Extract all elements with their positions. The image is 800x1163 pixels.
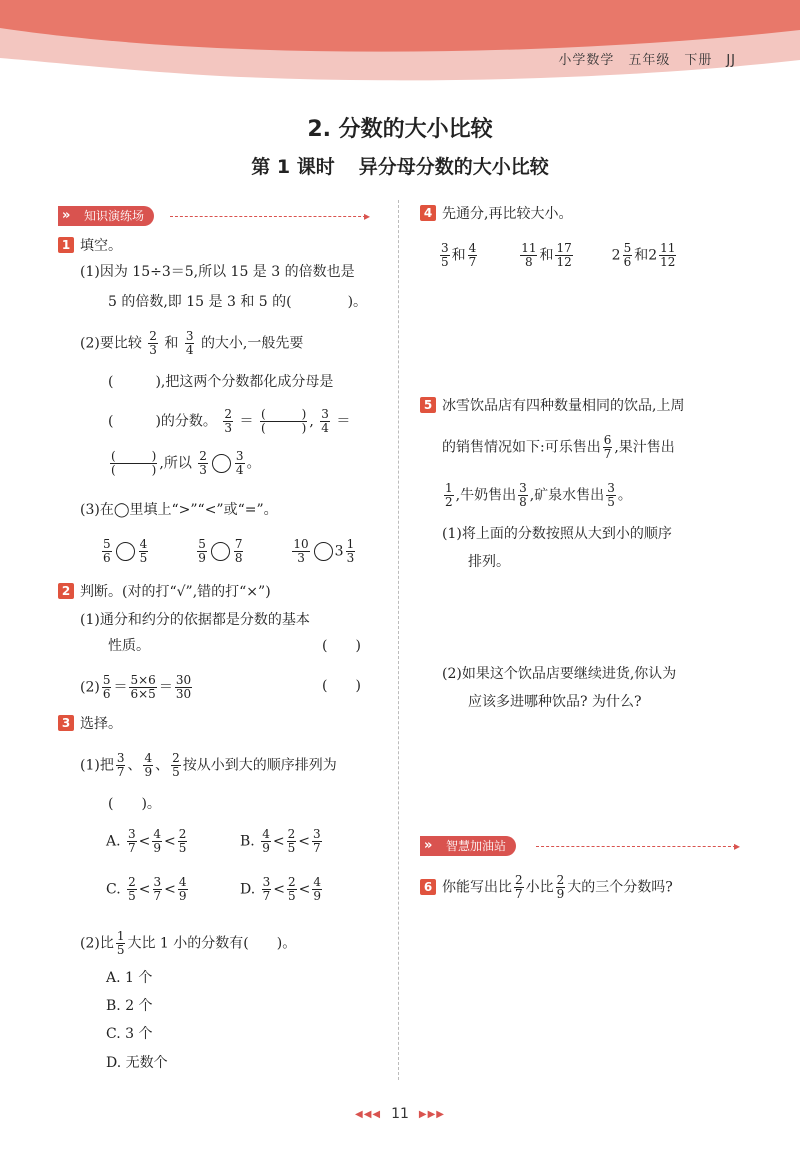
fraction: $\frac{3}{4}$ xyxy=(185,329,194,357)
q5-p1-line1: (1)将上面的分数按照从大到小的顺序 xyxy=(442,526,672,542)
q1-p1-line1: (1)因为 15÷3＝5,所以 15 是 3 的倍数也是 xyxy=(80,264,355,280)
equals-sign: ＝ xyxy=(336,413,351,430)
q5-p1-line2: 排列。 xyxy=(468,554,510,570)
fraction: $\frac{3}{7}$ xyxy=(153,875,162,903)
q2-title: 判断。(对的打“√”,错的打“×”) xyxy=(80,584,271,600)
so-text: ,所以 xyxy=(159,455,192,472)
q3-header xyxy=(58,714,122,734)
lesson-period: 第 1 课时 xyxy=(251,156,335,178)
q3-p1-text-b: 按从小到大的顺序排列为 xyxy=(182,757,337,774)
fraction: $\frac{2}{3}$ xyxy=(199,449,207,477)
and-text: 和 xyxy=(634,247,649,264)
q6-number: 6 xyxy=(420,879,436,895)
double-arrow-icon: » xyxy=(424,838,433,853)
less-than: < xyxy=(164,881,176,898)
fraction: $\frac{6}{7}$ xyxy=(603,433,612,461)
fraction: $\frac{3}{7}$ xyxy=(312,827,321,855)
q1-p2-line3-text: ( )的分数。 xyxy=(108,413,217,430)
q2-header xyxy=(58,582,271,602)
q2-p2-answer[interactable]: ( ) xyxy=(322,678,361,694)
fraction: $\frac{3}{7}$ xyxy=(262,875,271,903)
q3-number: 3 xyxy=(58,715,74,731)
q5-line3-text-a: ,牛奶售出 xyxy=(455,487,517,504)
mixed-whole: 2 xyxy=(611,247,621,264)
and-text: 和 xyxy=(539,247,554,264)
q4-header xyxy=(420,204,572,224)
q1-p3-comparisons xyxy=(100,538,357,565)
fraction: $\frac{5}{6}$ xyxy=(103,537,111,565)
fraction: $\frac{5\times 6}{6\times 5}$ xyxy=(130,673,156,701)
equals-sign: ＝ xyxy=(158,679,173,696)
q2-p1-line1: (1)通分和约分的依据都是分数的基本 xyxy=(80,612,310,628)
compare-circle[interactable] xyxy=(211,542,230,561)
less-than: < xyxy=(164,833,176,850)
option-letter: B. xyxy=(240,833,255,850)
compare-circle[interactable] xyxy=(212,454,231,473)
banner-dash-line xyxy=(536,846,736,847)
q1-p2-line2: ( ),把这两个分数都化成分母是 xyxy=(108,374,334,390)
banner-dash-line xyxy=(170,216,366,217)
q1-header xyxy=(58,236,122,256)
less-than: < xyxy=(298,833,310,850)
q2-p1-answer[interactable]: ( ) xyxy=(322,638,361,654)
wisdom-tag xyxy=(420,836,516,856)
lesson-subtitle xyxy=(0,152,800,179)
fraction: $\frac{2}{5}$ xyxy=(172,751,180,779)
less-than: < xyxy=(273,881,286,898)
period: 。 xyxy=(246,455,261,472)
double-arrow-icon: » xyxy=(62,208,71,223)
q2-number: 2 xyxy=(58,583,74,599)
q5-line2-text-a: 的销售情况如下:可乐售出 xyxy=(442,439,601,456)
q5-p2-line1: (2)如果这个饮品店要继续进货,你认为 xyxy=(442,666,677,682)
arrow-right-icon: ▸ xyxy=(734,839,741,853)
compare-circle[interactable] xyxy=(314,542,333,561)
fraction: $\frac{2}{3}$ xyxy=(224,407,233,435)
q3-p2-text-a: (2)比 xyxy=(80,935,114,952)
q6-line xyxy=(420,874,673,901)
option-letter: C. xyxy=(106,881,121,898)
fraction: $\frac{3}{8}$ xyxy=(519,481,527,509)
fraction: $\frac{11}{12}$ xyxy=(660,241,676,269)
q4-items xyxy=(438,242,678,269)
fraction: $\frac{4}{7}$ xyxy=(468,241,477,269)
q3-option-b[interactable] xyxy=(240,828,324,855)
fraction: $\frac{1}{2}$ xyxy=(445,481,453,509)
q1-p2-and: 和 xyxy=(164,335,179,352)
header-wave xyxy=(0,0,800,88)
fraction: $\frac{3}{4}$ xyxy=(321,407,329,435)
q6-text-a: 你能写出比 xyxy=(442,879,512,896)
header-band xyxy=(0,0,800,88)
q1-p2-text-b: 的大小,一般先要 xyxy=(200,335,304,352)
fraction: $\frac{1}{3}$ xyxy=(346,537,355,565)
fraction: $\frac{2}{7}$ xyxy=(515,873,523,901)
q1-p2-text-a: (2)要比较 xyxy=(80,335,142,352)
q5-line3 xyxy=(442,482,632,509)
less-than: < xyxy=(138,881,151,898)
q2-p2-label: (2) xyxy=(80,679,100,696)
q3-option-a[interactable] xyxy=(106,828,189,855)
q5-line3-text-b: ,矿泉水售出 xyxy=(529,487,605,504)
q3-choice-b[interactable]: B. 2 个 xyxy=(106,998,153,1014)
q3-p2-line xyxy=(80,930,296,957)
fraction: $\frac{3}{7}$ xyxy=(128,827,136,855)
less-than: < xyxy=(298,881,311,898)
fraction: $\frac{5}{6}$ xyxy=(623,241,632,269)
option-letter: A. xyxy=(106,833,121,850)
comma: , xyxy=(309,413,314,430)
fraction: $\frac{3}{5}$ xyxy=(441,241,449,269)
q1-title: 填空。 xyxy=(80,238,122,254)
and-text: 和 xyxy=(451,247,466,264)
fraction: $\frac{4}{9}$ xyxy=(262,827,270,855)
q5-line2-text-b: ,果汁售出 xyxy=(614,439,675,456)
q3-p1-blank[interactable]: ( )。 xyxy=(108,796,161,812)
q5-line2 xyxy=(442,434,675,461)
q1-p1-line2: 5 的倍数,即 15 是 3 和 5 的( )。 xyxy=(108,294,368,310)
compare-circle[interactable] xyxy=(116,542,135,561)
q1-p3-text: (3)在◯里填上“>”“<”或“=”。 xyxy=(80,502,278,518)
header-book-info: 小学数学 五年级 下册 JJ xyxy=(558,53,736,68)
q1-p2-line4 xyxy=(108,450,261,477)
fraction: $\frac{4}{5}$ xyxy=(139,537,148,565)
lesson-title: 2. 分数的大小比较 xyxy=(307,117,493,142)
knowledge-tag xyxy=(58,206,154,226)
fraction: $\frac{1}{5}$ xyxy=(116,929,125,957)
fraction: $\frac{7}{8}$ xyxy=(234,537,243,565)
q3-title: 选择。 xyxy=(80,716,122,732)
fraction: $\frac{11}{8}$ xyxy=(521,241,537,269)
q3-choice-d[interactable]: D. 无数个 xyxy=(106,1055,168,1071)
q3-choice-a[interactable]: A. 1 个 xyxy=(106,970,153,986)
wisdom-label: 智慧加油站 xyxy=(446,839,507,853)
blank-fraction[interactable]: $\frac{( )}{( )}$ xyxy=(111,449,157,477)
separator: 、 xyxy=(127,757,142,774)
q5-line1 xyxy=(420,396,684,416)
mixed-whole: 3 xyxy=(334,543,344,560)
fraction: $\frac{30}{30}$ xyxy=(175,673,192,701)
right-arrows-icon: ▶▶▶ xyxy=(418,1109,445,1120)
blank-fraction[interactable]: $\frac{( )}{( )}$ xyxy=(260,407,307,435)
fraction: $\frac{4}{9}$ xyxy=(178,875,187,903)
fraction: $\frac{2}{5}$ xyxy=(287,827,296,855)
page-number: 11 xyxy=(391,1106,409,1122)
lesson-topic: 异分母分数的大小比较 xyxy=(358,156,549,178)
q3-choice-c[interactable]: C. 3 个 xyxy=(106,1026,153,1042)
knowledge-banner xyxy=(58,206,378,226)
fraction: $\frac{2}{5}$ xyxy=(128,875,136,903)
equals-sign: ＝ xyxy=(239,413,254,430)
q1-number: 1 xyxy=(58,237,74,253)
q4-number: 4 xyxy=(420,205,436,221)
q3-p2-text-b: 大比 1 小的分数有( )。 xyxy=(127,935,297,952)
left-arrows-icon: ◀◀◀ xyxy=(355,1109,382,1120)
q3-p1-text-a: (1)把 xyxy=(80,757,114,774)
fraction: $\frac{10}{3}$ xyxy=(293,537,309,565)
mixed-whole: 2 xyxy=(648,247,658,264)
fraction: $\frac{3}{5}$ xyxy=(607,481,615,509)
fraction: $\frac{3}{7}$ xyxy=(116,751,125,779)
fraction: $\frac{4}{9}$ xyxy=(144,751,153,779)
q3-option-c[interactable] xyxy=(106,876,190,903)
separator: 、 xyxy=(155,757,170,774)
q6-text-c: 大的三个分数吗? xyxy=(567,879,673,896)
fraction: $\frac{5}{9}$ xyxy=(198,537,206,565)
arrow-right-icon: ▸ xyxy=(364,209,371,223)
wisdom-banner xyxy=(420,836,750,856)
column-divider xyxy=(398,200,399,1080)
q3-option-d[interactable] xyxy=(240,876,324,903)
q1-p2-line1 xyxy=(80,330,303,357)
fraction: $\frac{4}{9}$ xyxy=(313,875,322,903)
q1-p2-line3 xyxy=(108,408,350,435)
option-letter: D. xyxy=(240,881,256,898)
q2-p2-line xyxy=(80,674,194,701)
q5-number: 5 xyxy=(420,397,436,413)
fraction: $\frac{5}{6}$ xyxy=(102,673,111,701)
less-than: < xyxy=(138,833,151,850)
q5-line1-text: 冰雪饮品店有四种数量相同的饮品,上周 xyxy=(442,398,685,414)
page-footer xyxy=(0,1106,800,1122)
period: 。 xyxy=(617,487,632,504)
equals-sign: ＝ xyxy=(113,679,128,696)
q2-p1-line2: 性质。 xyxy=(108,638,150,654)
q3-p1-line1 xyxy=(80,752,337,779)
q6-text-b: 小比 xyxy=(525,879,554,896)
fraction: $\frac{4}{9}$ xyxy=(153,827,162,855)
fraction: $\frac{3}{4}$ xyxy=(235,449,244,477)
knowledge-label: 知识演练场 xyxy=(84,209,145,223)
fraction: $\frac{17}{12}$ xyxy=(556,241,572,269)
q4-title: 先通分,再比较大小。 xyxy=(442,206,573,222)
less-than: < xyxy=(272,833,285,850)
fraction: $\frac{2}{5}$ xyxy=(288,875,296,903)
q5-p2-line2: 应该多进哪种饮品? 为什么? xyxy=(468,694,642,710)
fraction: $\frac{2}{3}$ xyxy=(149,329,157,357)
fraction: $\frac{2}{5}$ xyxy=(178,827,187,855)
fraction: $\frac{2}{9}$ xyxy=(556,873,565,901)
